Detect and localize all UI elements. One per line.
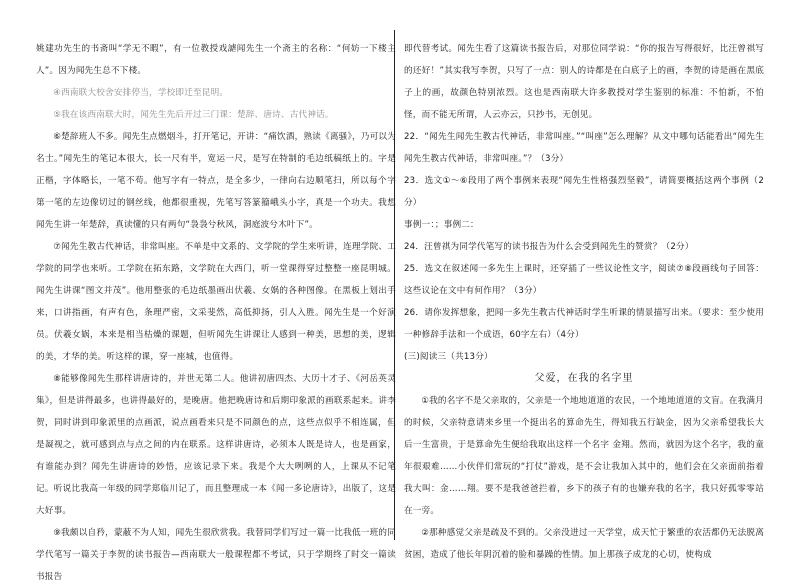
paragraph: 26．请你发挥想象，把闻一多先生教古代神话时学生听课的情景描写出来。（要求：至少使用一种修辞手法和一个成语，60字左右）（4分） xyxy=(404,308,764,340)
paragraph: ⑤我在该西南联大时，闻先生先后开过三门课：楚辞、唐诗、古代神话。 xyxy=(53,110,334,120)
right-column xyxy=(404,38,764,566)
paragraph: 25．选文在叙述闻一多先生上课时，还穿插了一些议论性文字，阅读⑦⑧段画线句子回答：这些议论在文中有何作用？（3分） xyxy=(404,264,764,296)
paragraph: (三)阅读三（共13分） xyxy=(404,352,493,362)
paragraph: 事例一：；事例二： xyxy=(404,220,479,230)
column-divider xyxy=(394,30,395,540)
left-column xyxy=(36,38,396,588)
paragraph: ⑨我颇以自矜，蒙蔽不为人知，闻先生很欣赏我。我替同学们写过一篇一比我低一班的同学代笔写一篇关于李贺的读书报告—西南联大一般课程都不考试，只于学期终了时交一篇读书报告 xyxy=(36,528,396,582)
paragraph: 24．汪曾祺为同学代笔写的读书报告为什么会受到闻先生的赞赏？（2分） xyxy=(404,242,694,252)
paragraph: 即代替考试。闻先生看了这篇读书报告后，对那位同学说：“你的报告写得很好，比汪曾祺写的还好！”其实我写李贺，只写了一点：别人的诗都是在白底子上的画，李贺的诗是画在黑底子上的画，故颜色特别浓烈。这也是西南联大许多教授对学生鉴别的标准：不怕新，不怕怪，而不能无所谓，人云亦云，只抄书，无创见。 xyxy=(404,44,764,120)
paragraph: ②那种感觉父亲是疏及不到的。父亲没进过一天学堂，成天忙于繁重的农活都仍无法脱离贫困，造成了他长年阴沉着的脸和暴躁的性情。加上那孩子成龙的心切，使构成 xyxy=(404,528,764,560)
paragraph: ①我的名字不是父亲取的，父亲是一个地地道道的农民，一个地地道道的文盲。在我满月的时候，父亲特意请来乡里一个挺出名的算命先生，得知我五行缺金，因为父亲希望我长大后一生富贵，于是算命先生便给我取出这样一个名字 金翔。然而，就因为这个名字，我的童年很艰难……小伙伴们常玩的“打仗”游戏，是不会让我加入其中的，他们会在父亲面前指着我大叫：金……翔。要不是我爸爸拦着，乡下的孩子有的也嫌弃我的名字，我只好孤零零站在一旁。 xyxy=(404,396,764,516)
paragraph: 姚建功先生的书斋叫“学无不暇”，有一位教授戏謔闻先生一个斋主的名称：“何妨一下楼主人”。因为闻先生总不下楼。 xyxy=(36,44,396,76)
paragraph: ⑥楚辞班人不多。闻先生点燃烟斗，打开笔记，开讲：“痛饮酒，熟读《离骚》，乃可以为名士。”闻先生的笔记本很大，长一尺有半，宽运一尺，是写在特制的毛边纸稿纸上的。字是正楷，字体略长，一笔不苟。他写字有一特点，是全多少，一律向右边顺笔扫，所以每个字第一笔的左边像切过的钢丝线，他都很重视，先笔写答篆籀峨头小字，真是一个功夫。我想闻先生讲一年楚辞，真读懂的只有两句“袅袅兮秋风，洞庭波兮木叶下”。 xyxy=(36,132,396,230)
paragraph: ⑦闻先生教古代神话，非常叫座。不单是中文系的、文学院的学生来听讲，连理学院、工学院的同学也来听。工学院在拓东路，文学院在大西门，听一堂课得穿过整整一座昆明城。闻先生讲课“图文并茂”。他用整张的毛边纸墨画出伏羲、女娲的各种图像。在黑板上划出手来，口讲指画，有声有色，条理严密，文采斐然，高低抑扬，引人入胜。闻先生是一个好演员。伏羲女娲，本来是相当枯燥的课题，但听闻先生讲课让人感到一种美，思想的美，逻辑的美，才华的美。听这样的课，穿一座城，也值得。 xyxy=(36,242,396,362)
article-title: 父爱，在我的名字里 xyxy=(534,373,634,384)
paragraph: 22．“闻先生闻先生教古代神话，非常叫座。”“叫座”怎么理解？从文中哪句话能看出“闻先生闻先生教古代神话，非常叫座。”？（3分） xyxy=(404,132,764,164)
paragraph: 23．选文①～⑥段用了两个事例来表现“闻先生性格强烈坚毅”，请简要概括这两个事例（2分） xyxy=(404,176,764,208)
paragraph: ④西南联大校舍安排停当，学校即迁至昆明。 xyxy=(53,88,229,98)
paragraph: ⑧能够像闻先生那样讲唐诗的，并世无第二人。他讲初唐四杰、大历十才子、《河岳英灵集》，但是讲得最多，也讲得最好的，是晚唐。他把晚唐诗和后期印象派的画联系起来。讲李贺，同时讲到印象派里的点画派，说点画看来只是不同颜色的点，这些点似乎不相连属，但是凝视之，就可感到点与点之间的内在联系。这样讲唐诗，必须本人既是诗人，也是画家，有谁能办到？闻先生讲唐诗的妙悟，应该记录下来。我是个大大咧咧的人，上课从不记笔记。听说比我高一年级的同学郑临川记了，而且整理成一本《闻一多论唐诗》，出版了，这是大好事。 xyxy=(36,374,396,516)
